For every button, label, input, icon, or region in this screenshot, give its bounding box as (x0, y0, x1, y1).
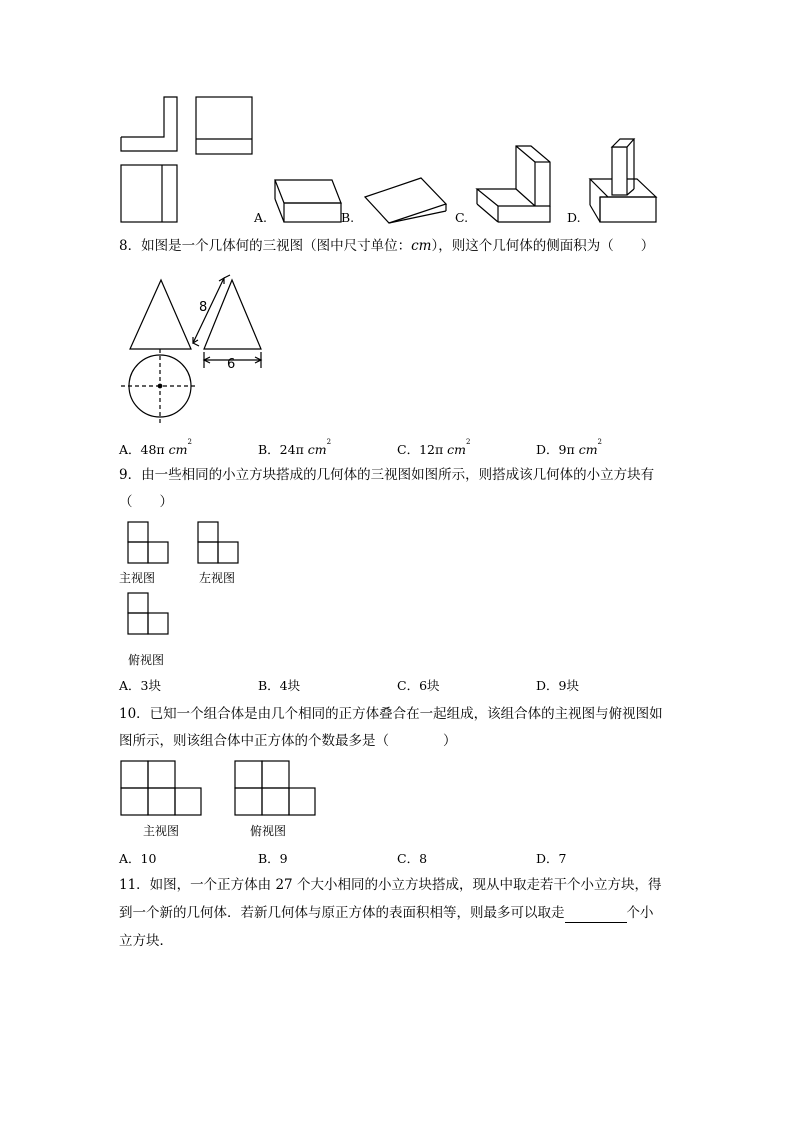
q10-front-view (121, 761, 201, 815)
q8-option-a-label: A．48π (119, 442, 165, 457)
q11-line2-tail: 个小 (626, 905, 654, 921)
q10-front-view-caption: 主视图 (143, 824, 180, 838)
q10-stem-line2: 图所示，则该组合体中正方体的个数最多是（ ） (119, 733, 457, 749)
q7-option-d-label: D. (567, 210, 581, 225)
q11-answer-blank[interactable] (565, 906, 627, 923)
q8-option-a-unit: cm (168, 442, 188, 457)
q11-line2-text: 到一个新的几何体．若新几何体与原正方体的表面积相等，则最多可以取走 (119, 905, 565, 921)
q8-stem-unit: cm (411, 238, 432, 254)
q9-option-d: D．9块 (536, 678, 579, 693)
q10-option-a: A．10 (119, 851, 157, 866)
q8-option-b-label: B．24π (258, 442, 304, 457)
q8-option-c-exp: 2 (466, 438, 471, 446)
q8-option-d-unit: cm (578, 442, 598, 457)
q11-line1: 11．如图，一个正方体由 27 个大小相同的小立方块搭成，现从中取走若干个小立方块，得 (119, 877, 662, 893)
q8-option-b-exp: 2 (326, 438, 332, 446)
q10-top-view (235, 761, 315, 815)
q9-stem-line1: 9．由一些相同的小立方块搭成的几何体的三视图如图所示，则搭成该几何体的小立方块有 (119, 467, 655, 483)
q10-option-c: C．8 (397, 851, 428, 866)
q11-line2 (119, 903, 654, 923)
q9-left-view-caption: 左视图 (199, 571, 236, 585)
q7-option-a-label: A. (254, 210, 268, 225)
q9-top-view-caption: 俯视图 (128, 653, 165, 667)
q10-stem-line1: 10．已知一个组合体是由几个相同的正方体叠合在一起组成，该组合体的主视图与俯视图如 (119, 706, 663, 722)
q11-line3: 立方块． (119, 933, 173, 949)
q10-option-b: B．9 (258, 851, 288, 866)
q9-option-b: B．4块 (258, 678, 301, 693)
q8-option-d-label: D．9π (536, 442, 575, 457)
q9-stem-line2: （ ） (119, 494, 173, 510)
q8-stem-tail: ），则这个几何体的侧面积为（ ） (431, 238, 655, 254)
q8-option-d-exp: 2 (597, 438, 603, 446)
q8-option-a-exp: 2 (187, 438, 192, 446)
q8-option-c-label: C．12π (397, 442, 444, 457)
q10-option-d: D．7 (536, 851, 567, 866)
q8-option-c-unit: cm (447, 442, 467, 457)
q8-option-b-unit: cm (307, 442, 327, 457)
q9-front-view-caption: 主视图 (119, 571, 156, 585)
q8-slant-dimension: 8 (199, 300, 208, 315)
q7-option-c-label: C. (455, 210, 469, 225)
q9-option-a: A．3块 (119, 678, 161, 693)
q7-option-b-label: B. (341, 210, 355, 225)
q10-top-view-caption: 俯视图 (250, 824, 287, 838)
q9-option-c: C．6块 (397, 678, 440, 693)
q8-stem-text: 8．如图是一个几体何的三视图（图中尺寸单位： (119, 238, 412, 254)
q8-base-dimension: 6 (227, 357, 236, 372)
